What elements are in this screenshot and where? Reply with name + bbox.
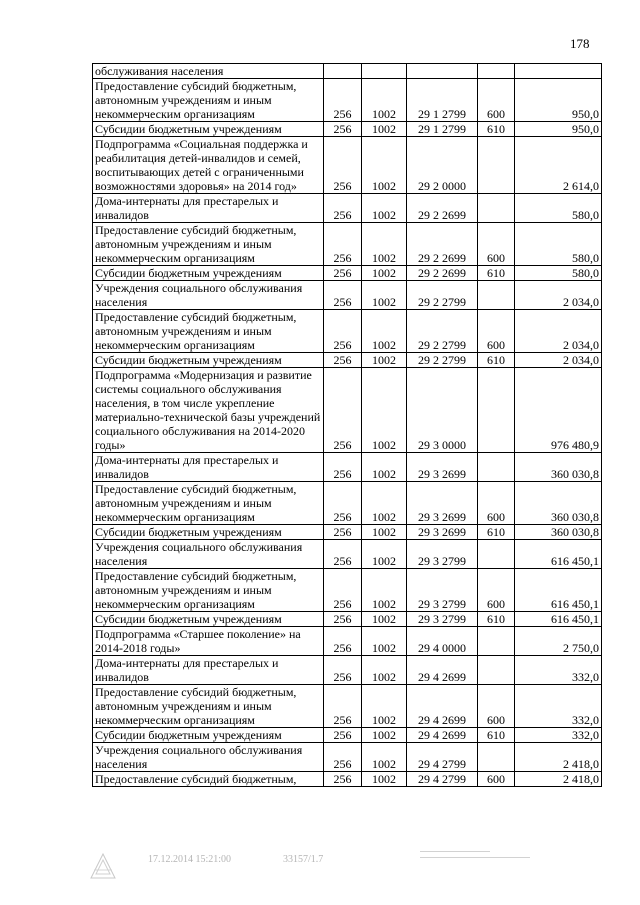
cell-amount: 332,0 <box>515 685 602 728</box>
page-number: 178 <box>570 36 590 51</box>
cell-section-code: 1002 <box>362 569 407 612</box>
cell-amount: 2 418,0 <box>515 743 602 772</box>
cell-ministry-code: 256 <box>324 266 362 281</box>
cell-ministry-code: 256 <box>324 728 362 743</box>
cell-expense-type: 600 <box>478 685 515 728</box>
cell-expense-type <box>478 743 515 772</box>
table-row <box>93 540 602 569</box>
cell-section-code: 1002 <box>362 310 407 353</box>
cell-target-article: 29 4 2699 <box>407 685 478 728</box>
cell-target-article: 29 3 2799 <box>407 569 478 612</box>
table-row <box>93 743 602 772</box>
cell-expense-type <box>478 281 515 310</box>
footer-date: 17.12.2014 15:21:00 <box>148 854 232 865</box>
cell-item-name: Субсидии бюджетным учреждениям <box>93 525 324 540</box>
cell-item-name: Дома-интернаты для престарелых и инвалидов <box>93 194 324 223</box>
cell-item-name: Подпрограмма «Модернизация и развитие системы социального обслуживания населения, в том числе укрепление материально-технической базы учреждений социального обслуживания на 2014-2020 годы» <box>93 368 324 453</box>
cell-target-article: 29 4 2799 <box>407 772 478 787</box>
cell-section-code: 1002 <box>362 743 407 772</box>
cell-section-code: 1002 <box>362 453 407 482</box>
table-row <box>93 482 602 525</box>
cell-amount: 950,0 <box>515 79 602 122</box>
cell-expense-type: 610 <box>478 353 515 368</box>
cell-amount: 332,0 <box>515 728 602 743</box>
cell-section-code: 1002 <box>362 728 407 743</box>
table-row <box>93 79 602 122</box>
cell-target-article: 29 2 0000 <box>407 137 478 194</box>
cell-amount: 580,0 <box>515 266 602 281</box>
cell-item-name: Предоставление субсидий бюджетным, автономным учреждениям и иным некоммерческим организациям <box>93 223 324 266</box>
cell-amount: 2 418,0 <box>515 772 602 787</box>
cell-item-name: Учреждения социального обслуживания населения <box>93 743 324 772</box>
cell-amount <box>515 64 602 79</box>
cell-expense-type: 610 <box>478 525 515 540</box>
table-row <box>93 137 602 194</box>
cell-expense-type: 600 <box>478 223 515 266</box>
cell-item-name: Предоставление субсидий бюджетным, автономным учреждениям и иным некоммерческим организациям <box>93 79 324 122</box>
cell-item-name: Предоставление субсидий бюджетным, автономным учреждениям и иным некоммерческим организациям <box>93 482 324 525</box>
cell-amount: 2 614,0 <box>515 137 602 194</box>
cell-amount: 616 450,1 <box>515 612 602 627</box>
table-row <box>93 266 602 281</box>
cell-expense-type: 600 <box>478 772 515 787</box>
cell-item-name: обслуживания населения <box>93 64 324 79</box>
table-row <box>93 612 602 627</box>
cell-section-code: 1002 <box>362 137 407 194</box>
cell-amount: 2 034,0 <box>515 281 602 310</box>
cell-target-article: 29 2 2699 <box>407 266 478 281</box>
cell-section-code: 1002 <box>362 656 407 685</box>
cell-amount: 976 480,9 <box>515 368 602 453</box>
table-row <box>93 122 602 137</box>
cell-section-code: 1002 <box>362 223 407 266</box>
cell-ministry-code: 256 <box>324 772 362 787</box>
cell-item-name: Предоставление субсидий бюджетным, <box>93 772 324 787</box>
cell-amount: 950,0 <box>515 122 602 137</box>
table-row <box>93 685 602 728</box>
cell-ministry-code: 256 <box>324 122 362 137</box>
cell-expense-type <box>478 368 515 453</box>
table-row <box>93 64 602 79</box>
cell-ministry-code: 256 <box>324 525 362 540</box>
cell-amount: 360 030,8 <box>515 453 602 482</box>
cell-item-name: Подпрограмма «Старшее поколение» на 2014-2018 годы» <box>93 627 324 656</box>
cell-section-code: 1002 <box>362 525 407 540</box>
table-row <box>93 627 602 656</box>
cell-expense-type <box>478 627 515 656</box>
cell-target-article: 29 2 2799 <box>407 353 478 368</box>
cell-ministry-code: 256 <box>324 743 362 772</box>
cell-ministry-code: 256 <box>324 627 362 656</box>
cell-ministry-code: 256 <box>324 482 362 525</box>
cell-ministry-code: 256 <box>324 281 362 310</box>
cell-target-article: 29 3 2799 <box>407 540 478 569</box>
cell-target-article <box>407 64 478 79</box>
cell-item-name: Дома-интернаты для престарелых и инвалидов <box>93 453 324 482</box>
cell-section-code <box>362 64 407 79</box>
table-row <box>93 728 602 743</box>
cell-ministry-code <box>324 64 362 79</box>
cell-amount: 580,0 <box>515 194 602 223</box>
cell-target-article: 29 4 2699 <box>407 728 478 743</box>
cell-expense-type <box>478 64 515 79</box>
cell-ministry-code: 256 <box>324 453 362 482</box>
cell-expense-type <box>478 194 515 223</box>
cell-ministry-code: 256 <box>324 685 362 728</box>
cell-section-code: 1002 <box>362 353 407 368</box>
budget-table <box>92 63 602 787</box>
cell-expense-type <box>478 137 515 194</box>
cell-target-article: 29 2 2699 <box>407 194 478 223</box>
cell-section-code: 1002 <box>362 685 407 728</box>
cell-amount: 332,0 <box>515 656 602 685</box>
cell-target-article: 29 3 2699 <box>407 525 478 540</box>
cell-section-code: 1002 <box>362 627 407 656</box>
cell-section-code: 1002 <box>362 368 407 453</box>
cell-expense-type: 610 <box>478 122 515 137</box>
cell-ministry-code: 256 <box>324 353 362 368</box>
cell-expense-type <box>478 540 515 569</box>
cell-ministry-code: 256 <box>324 612 362 627</box>
table-row <box>93 525 602 540</box>
cell-expense-type <box>478 656 515 685</box>
cell-ministry-code: 256 <box>324 194 362 223</box>
cell-ministry-code: 256 <box>324 569 362 612</box>
cell-target-article: 29 3 0000 <box>407 368 478 453</box>
cell-amount: 616 450,1 <box>515 569 602 612</box>
table-row <box>93 569 602 612</box>
cell-item-name: Субсидии бюджетным учреждениям <box>93 612 324 627</box>
cell-item-name: Предоставление субсидий бюджетным, автономным учреждениям и иным некоммерческим организациям <box>93 685 324 728</box>
cell-section-code: 1002 <box>362 281 407 310</box>
cell-target-article: 29 1 2799 <box>407 122 478 137</box>
cell-target-article: 29 4 2699 <box>407 656 478 685</box>
cell-item-name: Предоставление субсидий бюджетным, автономным учреждениям и иным некоммерческим организациям <box>93 569 324 612</box>
cell-item-name: Учреждения социального обслуживания населения <box>93 540 324 569</box>
cell-amount: 616 450,1 <box>515 540 602 569</box>
cell-item-name: Субсидии бюджетным учреждениям <box>93 728 324 743</box>
table-row <box>93 353 602 368</box>
budget-table-body <box>93 64 602 787</box>
cell-item-name: Субсидии бюджетным учреждениям <box>93 266 324 281</box>
cell-target-article: 29 4 2799 <box>407 743 478 772</box>
footer-document-code: 33157/1.7 <box>283 854 324 865</box>
table-row <box>93 656 602 685</box>
cell-section-code: 1002 <box>362 612 407 627</box>
cell-ministry-code: 256 <box>324 223 362 266</box>
cell-ministry-code: 256 <box>324 540 362 569</box>
cell-expense-type <box>478 453 515 482</box>
cell-ministry-code: 256 <box>324 79 362 122</box>
cell-amount: 2 750,0 <box>515 627 602 656</box>
cell-target-article: 29 3 2799 <box>407 612 478 627</box>
cell-target-article: 29 3 2699 <box>407 453 478 482</box>
cell-expense-type: 610 <box>478 612 515 627</box>
table-row <box>93 310 602 353</box>
stamp-icon <box>88 852 118 882</box>
cell-target-article: 29 2 2799 <box>407 310 478 353</box>
cell-section-code: 1002 <box>362 266 407 281</box>
cell-item-name: Дома-интернаты для престарелых и инвалидов <box>93 656 324 685</box>
cell-expense-type: 610 <box>478 728 515 743</box>
cell-ministry-code: 256 <box>324 310 362 353</box>
cell-amount: 2 034,0 <box>515 353 602 368</box>
cell-section-code: 1002 <box>362 772 407 787</box>
table-row <box>93 223 602 266</box>
cell-section-code: 1002 <box>362 482 407 525</box>
cell-amount: 360 030,8 <box>515 482 602 525</box>
cell-item-name: Субсидии бюджетным учреждениям <box>93 353 324 368</box>
cell-target-article: 29 4 0000 <box>407 627 478 656</box>
cell-amount: 2 034,0 <box>515 310 602 353</box>
cell-expense-type: 600 <box>478 310 515 353</box>
faded-stamp-text <box>420 851 540 867</box>
cell-item-name: Учреждения социального обслуживания населения <box>93 281 324 310</box>
table-row <box>93 281 602 310</box>
cell-section-code: 1002 <box>362 122 407 137</box>
cell-expense-type: 600 <box>478 79 515 122</box>
table-row <box>93 368 602 453</box>
table-row <box>93 453 602 482</box>
cell-item-name: Субсидии бюджетным учреждениям <box>93 122 324 137</box>
cell-item-name: Подпрограмма «Социальная поддержка и реабилитация детей-инвалидов и семей, воспитывающих детей с ограниченными возможностями здоровья» на 2014 год» <box>93 137 324 194</box>
cell-expense-type: 600 <box>478 482 515 525</box>
cell-ministry-code: 256 <box>324 368 362 453</box>
cell-ministry-code: 256 <box>324 656 362 685</box>
cell-expense-type: 600 <box>478 569 515 612</box>
cell-section-code: 1002 <box>362 194 407 223</box>
cell-ministry-code: 256 <box>324 137 362 194</box>
cell-amount: 580,0 <box>515 223 602 266</box>
cell-expense-type: 610 <box>478 266 515 281</box>
cell-item-name: Предоставление субсидий бюджетным, автономным учреждениям и иным некоммерческим организациям <box>93 310 324 353</box>
cell-target-article: 29 1 2799 <box>407 79 478 122</box>
cell-target-article: 29 3 2699 <box>407 482 478 525</box>
cell-section-code: 1002 <box>362 540 407 569</box>
cell-section-code: 1002 <box>362 79 407 122</box>
cell-amount: 360 030,8 <box>515 525 602 540</box>
cell-target-article: 29 2 2799 <box>407 281 478 310</box>
table-row <box>93 772 602 787</box>
table-row <box>93 194 602 223</box>
cell-target-article: 29 2 2699 <box>407 223 478 266</box>
